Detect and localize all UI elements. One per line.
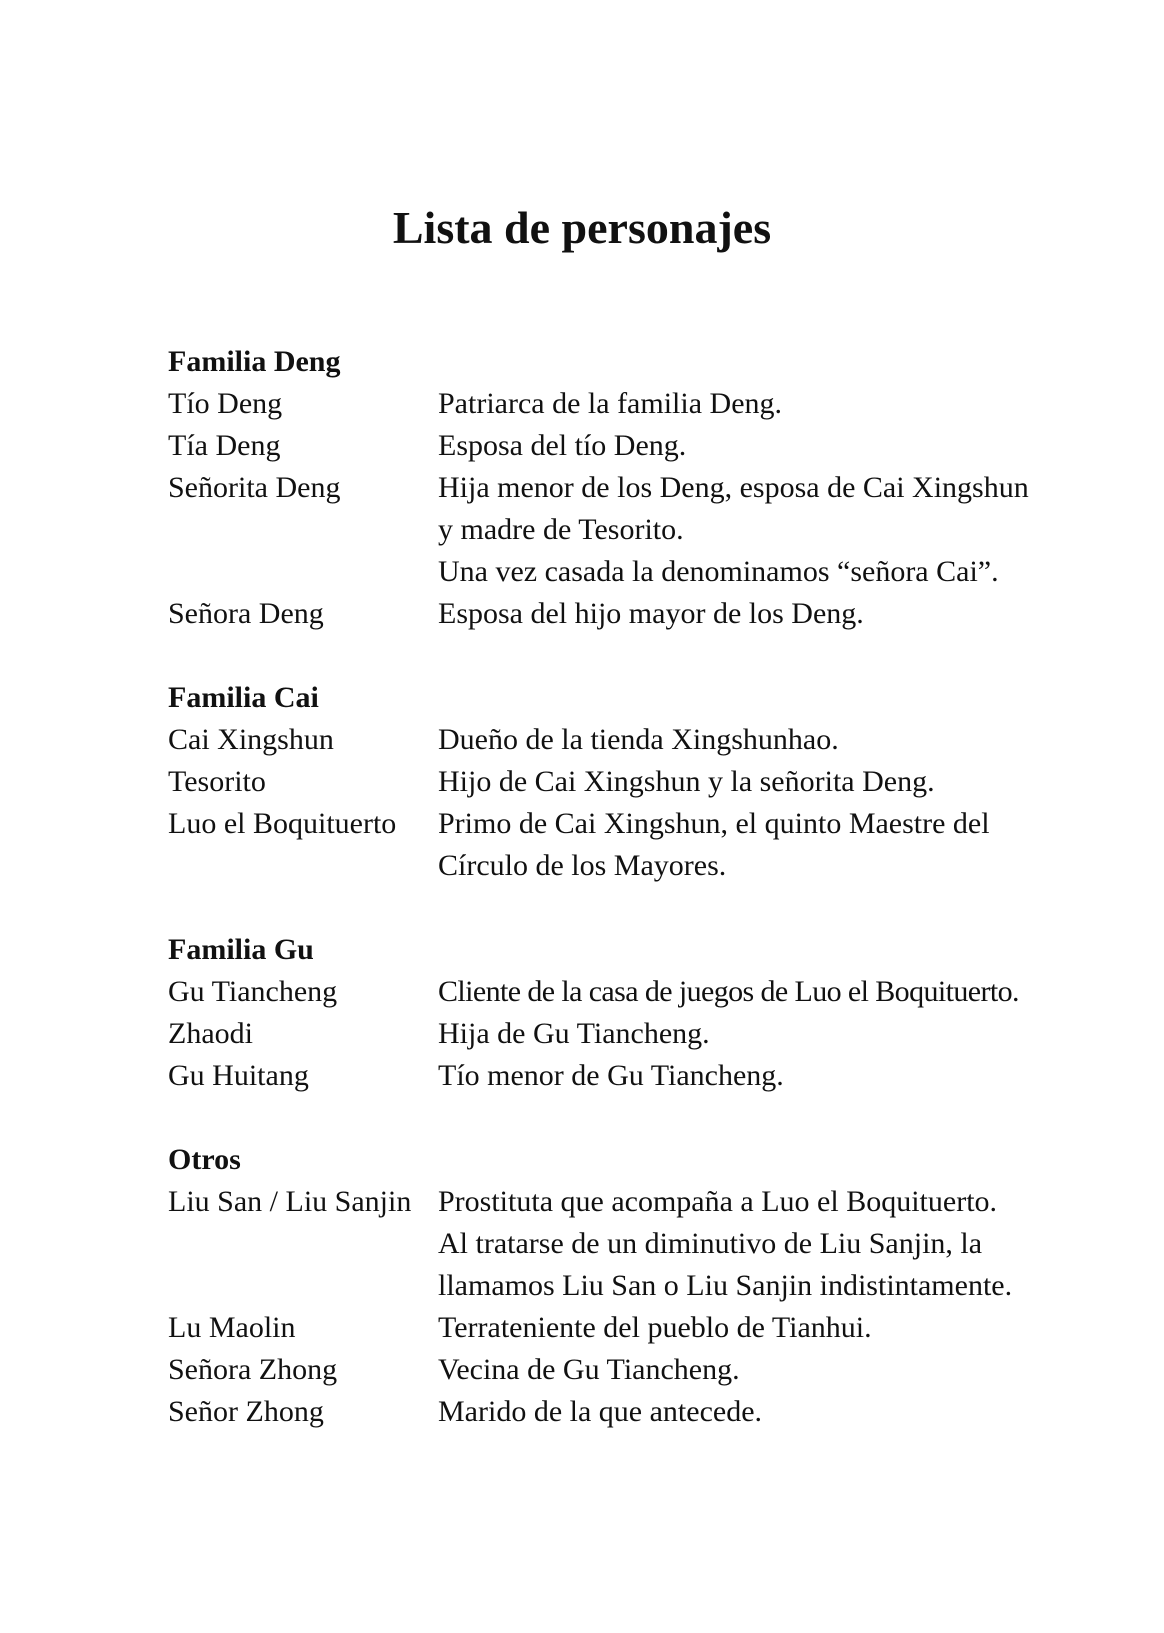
character-name: Señorita Deng bbox=[168, 471, 341, 504]
character-name: Tía Deng bbox=[168, 429, 281, 462]
description-line: Hijo de Cai Xingshun y la señorita Deng. bbox=[438, 765, 935, 798]
character-description bbox=[438, 803, 1008, 887]
character-description bbox=[438, 719, 1008, 761]
character-row bbox=[168, 1307, 1008, 1349]
section-heading: Familia Gu bbox=[168, 933, 314, 966]
character-description bbox=[438, 971, 1019, 1013]
description-line: Al tratarse de un diminutivo de Liu Sanjin, la bbox=[438, 1227, 983, 1260]
character-name: Señora Zhong bbox=[168, 1353, 338, 1386]
description-line: Esposa del tío Deng. bbox=[438, 429, 687, 462]
character-description bbox=[438, 1349, 1008, 1391]
description-line: Patriarca de la familia Deng. bbox=[438, 387, 783, 420]
section-familia-cai bbox=[168, 677, 1008, 887]
description-line: Círculo de los Mayores. bbox=[438, 849, 727, 882]
character-row bbox=[168, 719, 1008, 761]
character-name: Luo el Boquituerto bbox=[168, 807, 397, 840]
character-description bbox=[438, 1055, 1008, 1097]
character-name: Zhaodi bbox=[168, 1017, 253, 1050]
character-row bbox=[168, 593, 1008, 635]
character-description bbox=[438, 425, 1008, 467]
character-row bbox=[168, 761, 1008, 803]
character-row bbox=[168, 803, 1008, 887]
description-line: Dueño de la tienda Xingshunhao. bbox=[438, 723, 839, 756]
character-name: Cai Xingshun bbox=[168, 723, 334, 756]
character-list bbox=[168, 341, 1029, 1475]
description-line: Primo de Cai Xingshun, el quinto Maestre del bbox=[438, 807, 990, 840]
character-row bbox=[168, 467, 1029, 593]
description-line: Prostituta que acompaña a Luo el Boquituerto. bbox=[438, 1185, 998, 1218]
character-description bbox=[438, 1307, 1008, 1349]
description-line: Terrateniente del pueblo de Tianhui. bbox=[438, 1311, 872, 1344]
character-name: Tío Deng bbox=[168, 387, 283, 420]
character-row bbox=[168, 1181, 1013, 1307]
character-description bbox=[438, 1391, 1008, 1433]
character-description bbox=[438, 593, 1008, 635]
character-row bbox=[168, 1055, 1008, 1097]
character-description bbox=[438, 467, 1029, 593]
character-row bbox=[168, 1349, 1008, 1391]
character-row bbox=[168, 383, 1008, 425]
description-line: y madre de Tesorito. bbox=[438, 513, 684, 546]
character-description bbox=[438, 1181, 1012, 1307]
character-name: Gu Huitang bbox=[168, 1059, 309, 1092]
character-name: Señor Zhong bbox=[168, 1395, 324, 1428]
section-heading: Familia Cai bbox=[168, 681, 319, 714]
description-line: llamamos Liu San o Liu Sanjin indistintamente. bbox=[438, 1269, 1013, 1302]
description-line: Una vez casada la denominamos “señora Cai”. bbox=[438, 555, 999, 588]
character-name: Gu Tiancheng bbox=[168, 975, 338, 1008]
description-line: Vecina de Gu Tiancheng. bbox=[438, 1353, 740, 1386]
character-name: Liu San / Liu Sanjin bbox=[168, 1185, 412, 1218]
character-name: Señora Deng bbox=[168, 597, 324, 630]
section-familia-gu bbox=[168, 929, 1019, 1097]
section-familia-deng bbox=[168, 341, 1029, 635]
description-line: Hija menor de los Deng, esposa de Cai Xingshun bbox=[438, 471, 1029, 504]
description-line: Marido de la que antecede. bbox=[438, 1395, 763, 1428]
character-name: Lu Maolin bbox=[168, 1311, 296, 1344]
character-row bbox=[168, 971, 1019, 1013]
character-description bbox=[438, 1013, 1008, 1055]
character-row bbox=[168, 425, 1008, 467]
character-row bbox=[168, 1013, 1008, 1055]
character-name: Tesorito bbox=[168, 765, 266, 798]
section-heading: Familia Deng bbox=[168, 345, 341, 378]
section-otros bbox=[168, 1139, 1013, 1433]
section-heading: Otros bbox=[168, 1143, 241, 1176]
description-line: Esposa del hijo mayor de los Deng. bbox=[438, 597, 864, 630]
description-line: Tío menor de Gu Tiancheng. bbox=[438, 1059, 784, 1092]
description-line: Hija de Gu Tiancheng. bbox=[438, 1017, 710, 1050]
description-line: Cliente de la casa de juegos de Luo el Boquituerto. bbox=[438, 975, 1019, 1008]
character-description bbox=[438, 383, 1008, 425]
character-description bbox=[438, 761, 1008, 803]
character-row bbox=[168, 1391, 1008, 1433]
page-title: Lista de personajes bbox=[392, 202, 772, 253]
